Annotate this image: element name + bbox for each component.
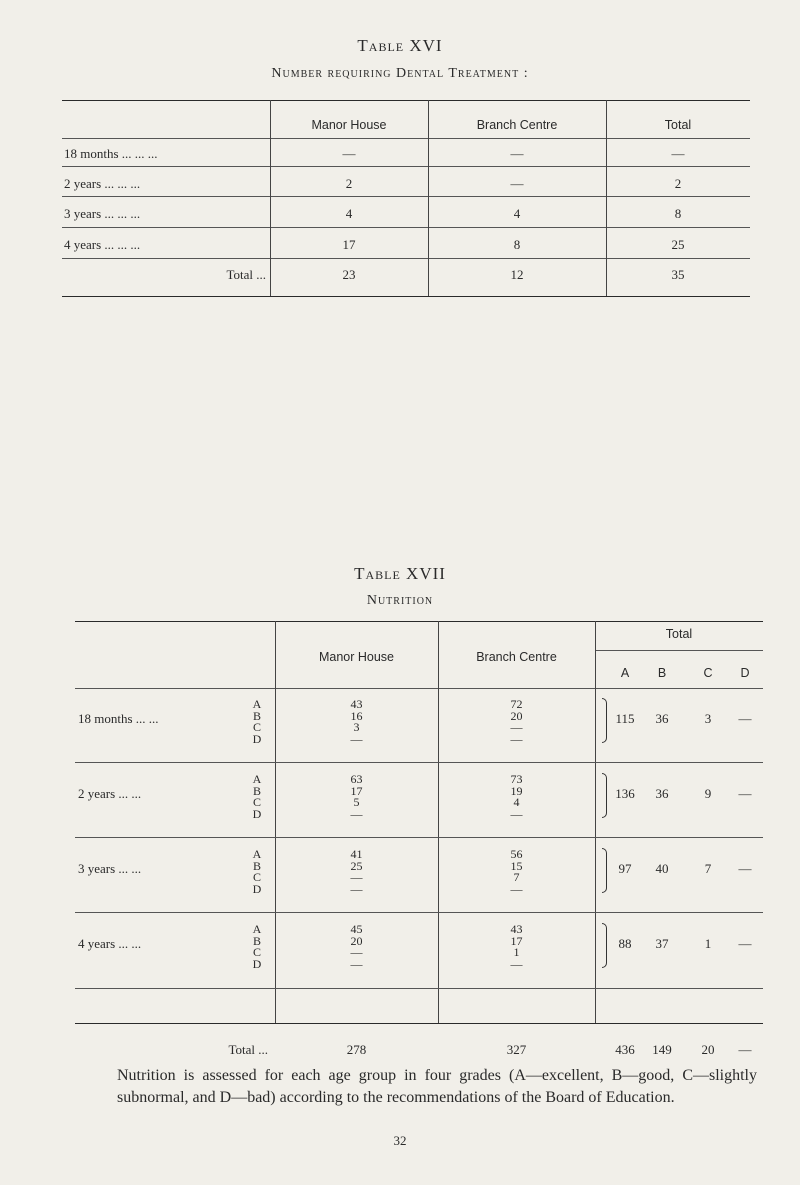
table17-header-total: Total: [665, 627, 693, 641]
table17-total-cell: 149: [652, 1042, 672, 1057]
table17-total-d: —: [738, 711, 752, 726]
table17-total-label: Total ...: [228, 1042, 268, 1057]
table17-subtitle: Nutrition: [366, 593, 434, 608]
table17-total-b: 36: [655, 786, 669, 801]
table16-row-rule: [62, 227, 750, 228]
table17-total-a: 88: [618, 936, 632, 951]
table17-cell: 1: [513, 945, 520, 959]
table17-cell: 5: [353, 795, 360, 809]
table17-group-label: 3 years ... ...: [78, 861, 142, 876]
table16-cell: 25: [671, 237, 685, 252]
table16-total-cell: 23: [342, 267, 356, 282]
page-number: 32: [393, 1133, 407, 1148]
table16-header-branch: Branch Centre: [476, 118, 558, 132]
table17-header-manor: Manor House: [318, 650, 395, 664]
table17-grade-label: D: [252, 731, 262, 746]
table17-cell: —: [510, 731, 523, 746]
table17-total-a: 136: [615, 786, 635, 801]
table17-total-c: 9: [704, 786, 712, 801]
table17-group-label: 18 months ... ...: [78, 711, 159, 726]
table17-cell: 4: [513, 795, 520, 809]
table17-grade-label: D: [252, 806, 262, 821]
table17-total-cell: 278: [346, 1042, 367, 1057]
nutrition-note: Nutrition is assessed for each age group in four grades (A—excellent, B—good, C—slightly subnormal, and D—bad) according to the recommendations of the Board of Education.: [117, 1067, 757, 1106]
table16-subtitle: Number requiring Dental Treatment :: [271, 66, 529, 81]
table17-cell: —: [350, 945, 363, 959]
table17-cell: —: [350, 731, 363, 746]
table17-header-rule: [75, 688, 763, 689]
table17-total-d: —: [738, 936, 752, 951]
table16-cell: —: [671, 146, 685, 161]
table16-cell: 8: [513, 237, 521, 252]
table17-total-d: —: [738, 786, 752, 801]
table17-col-divider: [595, 621, 596, 1023]
table17-bottom-rule: [75, 1023, 763, 1024]
table17-total-cell: 436: [615, 1042, 635, 1057]
table17-cell: —: [350, 956, 363, 971]
table17-top-rule: [75, 621, 763, 622]
table16-cell: 2: [345, 176, 353, 191]
table17-cell: —: [350, 806, 363, 821]
table17-cell: 73: [510, 772, 523, 786]
table17-grade-label: B: [252, 708, 261, 723]
table17-title: Table XVII: [354, 564, 446, 583]
table17-grade-label: B: [252, 858, 261, 873]
table16-total-label: Total ...: [226, 267, 266, 282]
table17-total-a: 97: [618, 861, 632, 876]
table17-cell: —: [510, 956, 523, 971]
table17-group-rule: [75, 762, 763, 763]
table17-cell: 17: [510, 933, 523, 948]
table17-total-c: 3: [704, 711, 712, 726]
table16-bottom-rule: [62, 296, 750, 297]
table17-grade-header-d: D: [740, 666, 750, 680]
table16-cell: —: [510, 176, 524, 191]
table16-cell: —: [510, 146, 524, 161]
table17-grade-label: D: [252, 956, 262, 971]
table17-grade-label: A: [252, 922, 262, 936]
table17-group-label: 2 years ... ...: [78, 786, 142, 801]
table17-cell: —: [510, 881, 523, 896]
table17-total-c: 7: [704, 861, 712, 876]
table17-cell: 19: [510, 783, 523, 798]
table17-cell: 15: [510, 858, 523, 873]
table17-group-rule: [75, 912, 763, 913]
table17-grade-label: C: [252, 795, 261, 809]
table16-row-rule: [62, 196, 750, 197]
table16-row-label: 4 years ... ... ...: [64, 237, 141, 252]
table16-header-manor: Manor House: [311, 118, 387, 132]
table17-total-b: 40: [655, 861, 669, 876]
table16-row-rule: [62, 258, 750, 259]
table17-grade-label: C: [252, 720, 261, 734]
table17-cell: —: [510, 806, 523, 821]
table17-cell: 16: [350, 708, 363, 723]
table17-cell: 7: [513, 870, 520, 884]
table16-cell: 2: [674, 176, 682, 191]
table17-grade-label: A: [252, 847, 262, 861]
table17-cell: —: [350, 881, 363, 896]
table17-cell: 41: [350, 847, 363, 861]
table16-cell: —: [342, 146, 356, 161]
table17-cell: —: [350, 870, 363, 884]
table17-header-branch: Branch Centre: [476, 650, 557, 664]
table17-cell: 56: [510, 847, 523, 861]
table17-cell: 3: [353, 720, 360, 734]
table17-group-brace: [602, 923, 607, 968]
table17-cell: 43: [350, 697, 363, 711]
table17-grade-label: D: [252, 881, 262, 896]
table16-total-cell: 12: [510, 267, 524, 282]
table17-group-brace: [602, 848, 607, 893]
table17-total-b: 37: [655, 936, 669, 951]
table17-total-cell: 327: [506, 1042, 527, 1057]
table17-grade-label: B: [252, 933, 261, 948]
table16-title: Table XVI: [357, 36, 443, 55]
table17-total-d: —: [738, 861, 752, 876]
table17-grade-label: C: [252, 945, 261, 959]
table16-cell: 8: [674, 206, 682, 221]
table17-grade-label: A: [252, 772, 262, 786]
table17-grade-header-a: A: [620, 666, 630, 680]
table17-cell: 43: [510, 922, 523, 936]
table17-total-cell: —: [738, 1042, 752, 1057]
table17-cell: 63: [350, 772, 363, 786]
table17-total-subrule: [595, 650, 763, 651]
table16-header-rule: [62, 138, 750, 139]
table17-group-rule: [75, 988, 763, 989]
table17-grade-label: B: [252, 783, 261, 798]
table17-grade-label: C: [252, 870, 261, 884]
table17-group-label: 4 years ... ...: [78, 936, 142, 951]
table16-header-total: Total: [664, 118, 692, 132]
table17-group-brace: [602, 773, 607, 818]
table17-grade-header-c: C: [703, 666, 713, 680]
table17-cell: 25: [350, 858, 363, 873]
table17-cell: 20: [350, 933, 363, 948]
table17-total-a: 115: [615, 711, 635, 726]
table16-row-label: 3 years ... ... ...: [64, 206, 141, 221]
table16-row-label: 18 months ... ... ...: [64, 146, 158, 161]
table17-total-c: 1: [704, 936, 712, 951]
table16-total-cell: 35: [671, 267, 685, 282]
table17-cell: 45: [350, 922, 363, 936]
table16-top-rule: [62, 100, 750, 101]
table17-cell: —: [510, 720, 523, 734]
table16-row-label: 2 years ... ... ...: [64, 176, 141, 191]
table17-group-rule: [75, 837, 763, 838]
table16-cell: 4: [513, 206, 521, 221]
table17-group-brace: [602, 698, 607, 743]
table17-cell: 20: [510, 708, 523, 723]
table17-grade-label: A: [252, 697, 262, 711]
table17-total-cell: 20: [701, 1042, 715, 1057]
table16-cell: 4: [345, 206, 353, 221]
table17-cell: 17: [350, 783, 363, 798]
table16-row-rule: [62, 166, 750, 167]
table17-total-b: 36: [655, 711, 669, 726]
table16-cell: 17: [342, 237, 356, 252]
table17-grade-header-b: B: [657, 666, 667, 680]
table17-cell: 72: [510, 697, 523, 711]
